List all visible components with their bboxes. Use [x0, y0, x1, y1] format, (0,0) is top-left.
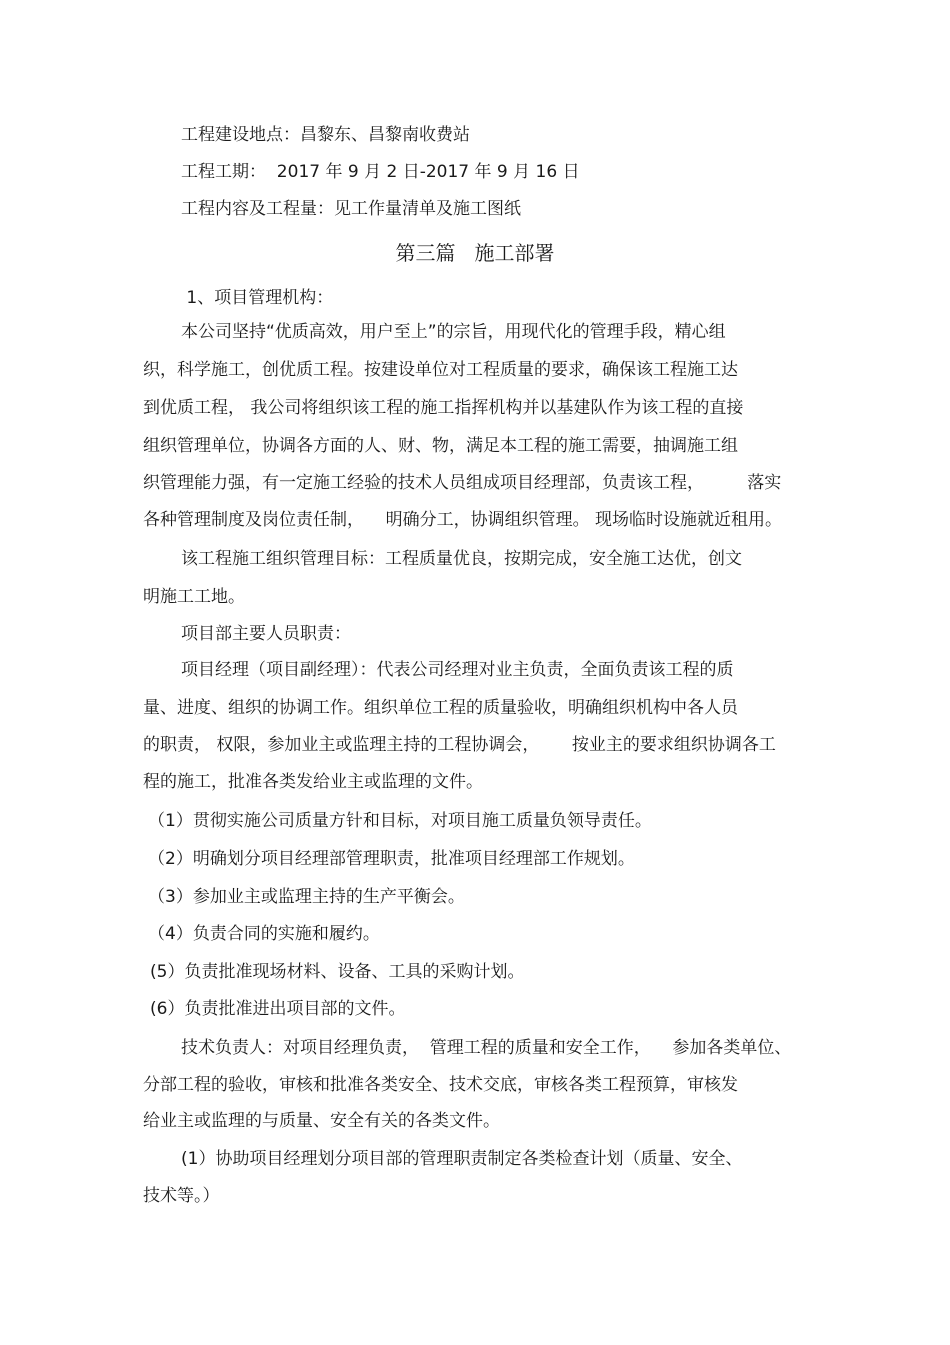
paragraph-line: (1）协助项目经理划分项目部的管理职责制定各类检查计划（质量、安全、 — [181, 1149, 743, 1169]
paragraph-line: 技术等。） — [143, 1186, 220, 1206]
paragraph-line: 分部工程的验收，审核和批准各类安全、技术交底，审核各类工程预算，审核发 — [143, 1075, 738, 1095]
paragraph-line: 项目部主要人员职责： — [181, 624, 351, 644]
paragraph-line: 到优质工程， 我公司将组织该工程的施工指挥机构并以基建队作为该工程的直接 — [143, 398, 744, 418]
paragraph-line: 给业主或监理的与质量、安全有关的各类文件。 — [143, 1111, 500, 1131]
paragraph-line: 明施工工地。 — [143, 587, 245, 607]
list-item: （4）负责合同的实施和履约。 — [148, 924, 380, 944]
section-title: 第三篇 施工部署 — [395, 241, 555, 265]
header-line-period: 工程工期： 2017 年 9 月 2 日-2017 年 9 月 16 日 — [181, 162, 580, 182]
paragraph-line: 程的施工，批准各类发给业主或监理的文件。 — [143, 772, 483, 792]
paragraph-line: 量、进度、组织的协调工作。组织单位工程的质量验收，明确组织机构中各人员 — [143, 698, 738, 718]
header-line-content: 工程内容及工程量：见工作量清单及施工图纸 — [181, 199, 521, 219]
paragraph-line: 的职责， 权限，参加业主或监理主持的工程协调会， 按业主的要求组织协调各工 — [143, 735, 776, 755]
list-item: （1）贯彻实施公司质量方针和目标，对项目施工质量负领导责任。 — [148, 811, 652, 831]
paragraph-line: 1、项目管理机构： — [181, 288, 334, 308]
paragraph-line: 组织管理单位，协调各方面的人、财、物，满足本工程的施工需要，抽调施工组 — [143, 436, 738, 456]
paragraph-line: 技术负责人：对项目经理负责， 管理工程的质量和安全工作， 参加各类单位、 — [181, 1038, 792, 1058]
paragraph-line: 该工程施工组织管理目标：工程质量优良，按期完成，安全施工达优，创文 — [181, 549, 742, 569]
paragraph-line: 各种管理制度及岗位责任制， 明确分工，协调组织管理。 现场临时设施就近租用。 — [143, 510, 783, 530]
header-line-location: 工程建设地点：昌黎东、昌黎南收费站 — [181, 125, 470, 145]
paragraph-line: 项目经理（项目副经理）：代表公司经理对业主负责，全面负责该工程的质 — [181, 660, 734, 680]
list-item: （3）参加业主或监理主持的生产平衡会。 — [148, 887, 465, 907]
paragraph-line: 织，科学施工，创优质工程。按建设单位对工程质量的要求，确保该工程施工达 — [143, 360, 738, 380]
list-item: (5）负责批准现场材料、设备、工具的采购计划。 — [150, 962, 525, 982]
list-item: （2）明确划分项目经理部管理职责，批准项目经理部工作规划。 — [148, 849, 635, 869]
paragraph-line: 本公司坚持“优质高效，用户至上”的宗旨，用现代化的管理手段，精心组 — [181, 322, 726, 342]
paragraph-line: 织管理能力强，有一定施工经验的技术人员组成项目经理部，负责该工程， 落实 — [143, 473, 782, 493]
list-item: (6）负责批准进出项目部的文件。 — [150, 999, 406, 1019]
